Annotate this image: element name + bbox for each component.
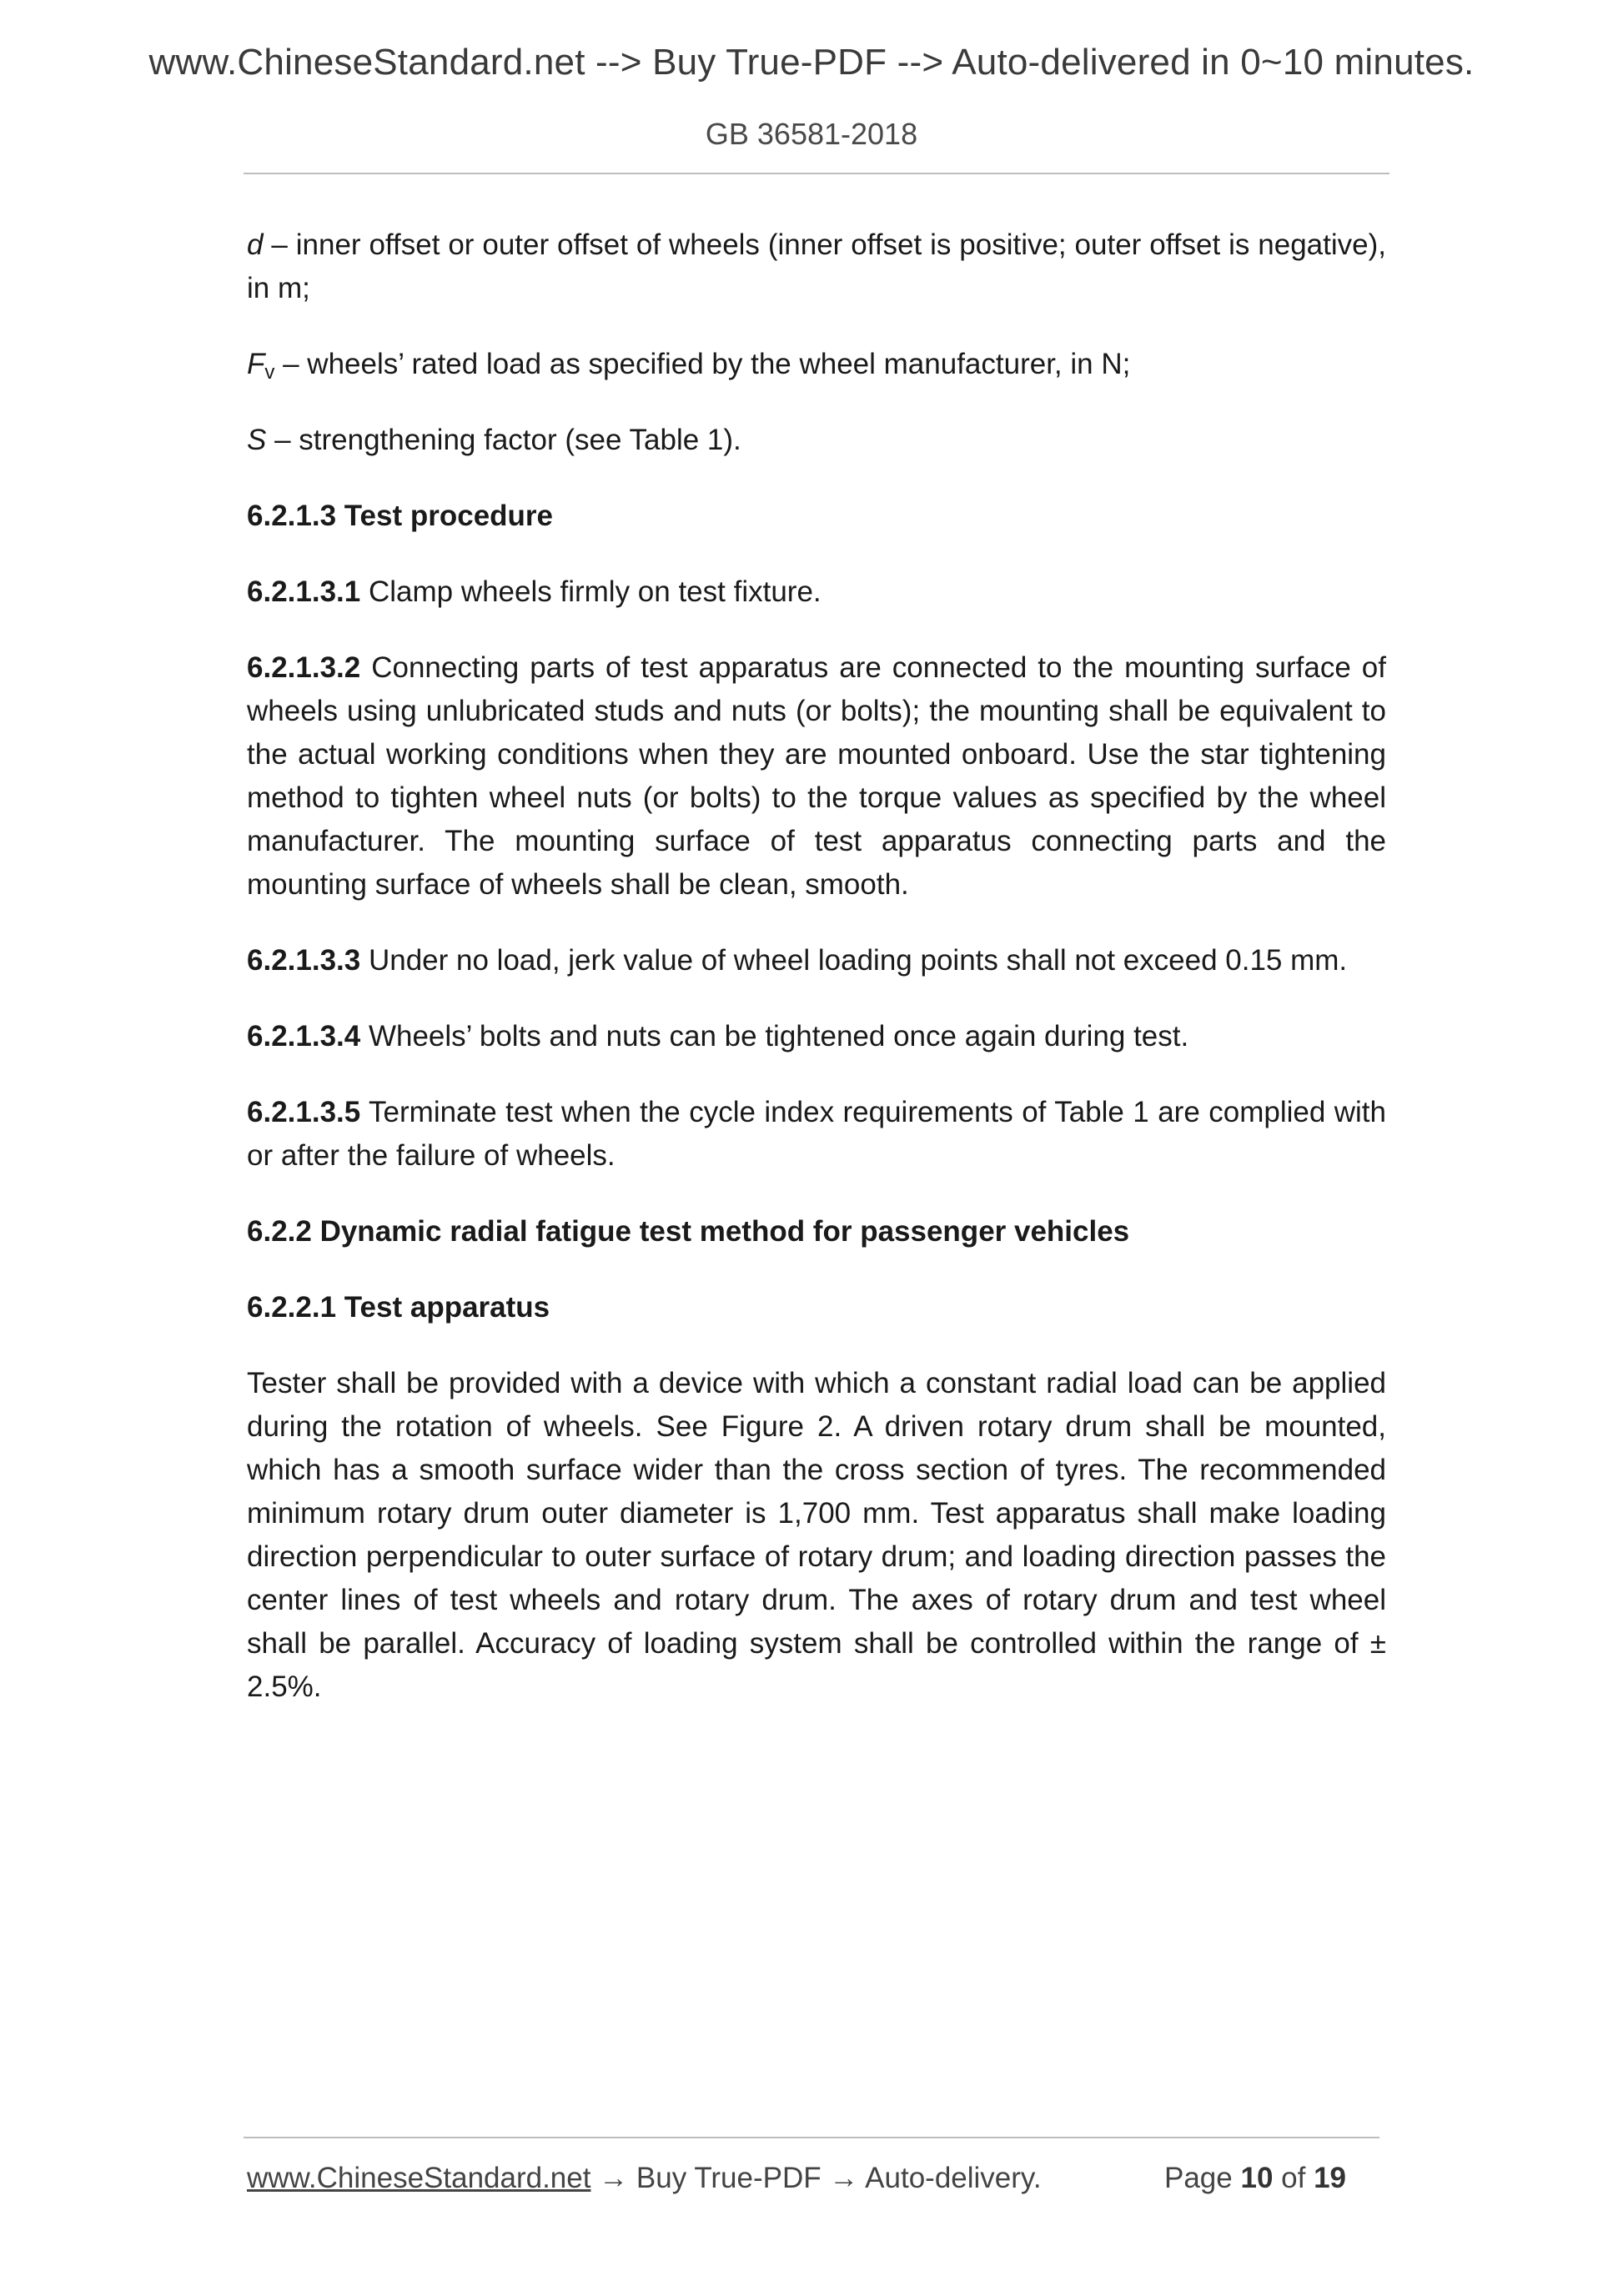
definition-fv-text: – wheels’ rated load as specified by the wheel manufacturer, in N; xyxy=(274,348,1131,380)
subscript-v: v xyxy=(264,361,275,384)
clause-6-2-1-3-2 xyxy=(247,646,1386,907)
definition-s xyxy=(247,419,1386,462)
footer-site-link[interactable]: www.ChineseStandard.net xyxy=(247,2162,591,2194)
clause-number: 6.2.1.3.4 xyxy=(247,1020,361,1053)
clause-6-2-1-3-1 xyxy=(247,570,1386,614)
definition-s-text: – strengthening factor (see Table 1). xyxy=(266,424,741,456)
footer-divider xyxy=(244,2137,1379,2138)
clause-text: Wheels’ bolts and nuts can be tightened once again during test. xyxy=(360,1020,1189,1053)
heading-6-2-2: 6.2.2 Dynamic radial fatigue test method for passenger vehicles xyxy=(247,1215,1130,1248)
clause-number: 6.2.1.3.3 xyxy=(247,944,361,977)
clause-number: 6.2.1.3.1 xyxy=(247,575,361,608)
clause-text: Clamp wheels firmly on test fixture. xyxy=(360,575,822,608)
footer-tail-text: → Buy True-PDF → Auto-delivery. xyxy=(590,2162,1042,2194)
definition-fv xyxy=(247,343,1386,386)
page-content xyxy=(247,224,1386,1741)
page-label: Page xyxy=(1164,2162,1233,2194)
document-code: GB 36581-2018 xyxy=(705,117,918,151)
header-banner: www.ChineseStandard.net --> Buy True-PDF --> Auto-delivered in 0~10 minutes. xyxy=(148,42,1475,83)
page-total: 19 xyxy=(1314,2162,1347,2194)
paragraph-test-apparatus: Tester shall be provided with a device with which a constant radial load can be applied during the rotation of wheels. See Figure 2. A driven rotary drum shall be mounted, which has a smooth surface wider than the cross section of tyres. The recommended minimum rotary drum outer diameter is 1,700 mm. Test apparatus shall make loading direction perpendicular to outer surface of rotary drum; and loading direction passes the center lines of test wheels and rotary drum. The axes of rotary drum and test wheel shall be parallel. Accuracy of loading system shall be controlled within the range of ± 2.5%. xyxy=(247,1367,1386,1703)
definition-d-text: – inner offset or outer offset of wheels (inner offset is positive; outer offset is negative), in m; xyxy=(247,229,1386,304)
clause-6-2-1-3-4 xyxy=(247,1015,1386,1058)
clause-text: Under no load, jerk value of wheel loading points shall not exceed 0.15 mm. xyxy=(360,944,1348,977)
symbol-s: S xyxy=(247,424,267,456)
heading-6-2-2-1: 6.2.2.1 Test apparatus xyxy=(247,1291,550,1324)
clause-number: 6.2.1.3.2 xyxy=(247,651,361,684)
clause-6-2-1-3-3 xyxy=(247,939,1386,982)
page-current: 10 xyxy=(1240,2162,1274,2194)
page-indicator xyxy=(1164,2162,1346,2195)
footer-left xyxy=(247,2162,1042,2195)
definition-d xyxy=(247,224,1386,310)
symbol-f: F xyxy=(247,348,265,380)
heading-6-2-1-3: 6.2.1.3 Test procedure xyxy=(247,500,554,532)
header-divider xyxy=(244,173,1389,174)
page-of: of xyxy=(1281,2162,1306,2194)
symbol-d: d xyxy=(247,229,264,261)
clause-number: 6.2.1.3.5 xyxy=(247,1096,361,1128)
clause-text: Connecting parts of test apparatus are connected to the mounting surface of wheels using unlubricated studs and nuts (or bolts); the mounting shall be equivalent to the actual working conditions when they are mounted onboard. Use the star tightening method to tighten wheel nuts (or bolts) to the torque values as specified by the wheel manufacturer. The mounting surface of test apparatus connecting parts and the mounting surface of wheels shall be clean, smooth. xyxy=(247,651,1386,901)
clause-6-2-1-3-5 xyxy=(247,1091,1386,1178)
clause-text: Terminate test when the cycle index requirements of Table 1 are complied with or after the failure of wheels. xyxy=(247,1096,1386,1172)
